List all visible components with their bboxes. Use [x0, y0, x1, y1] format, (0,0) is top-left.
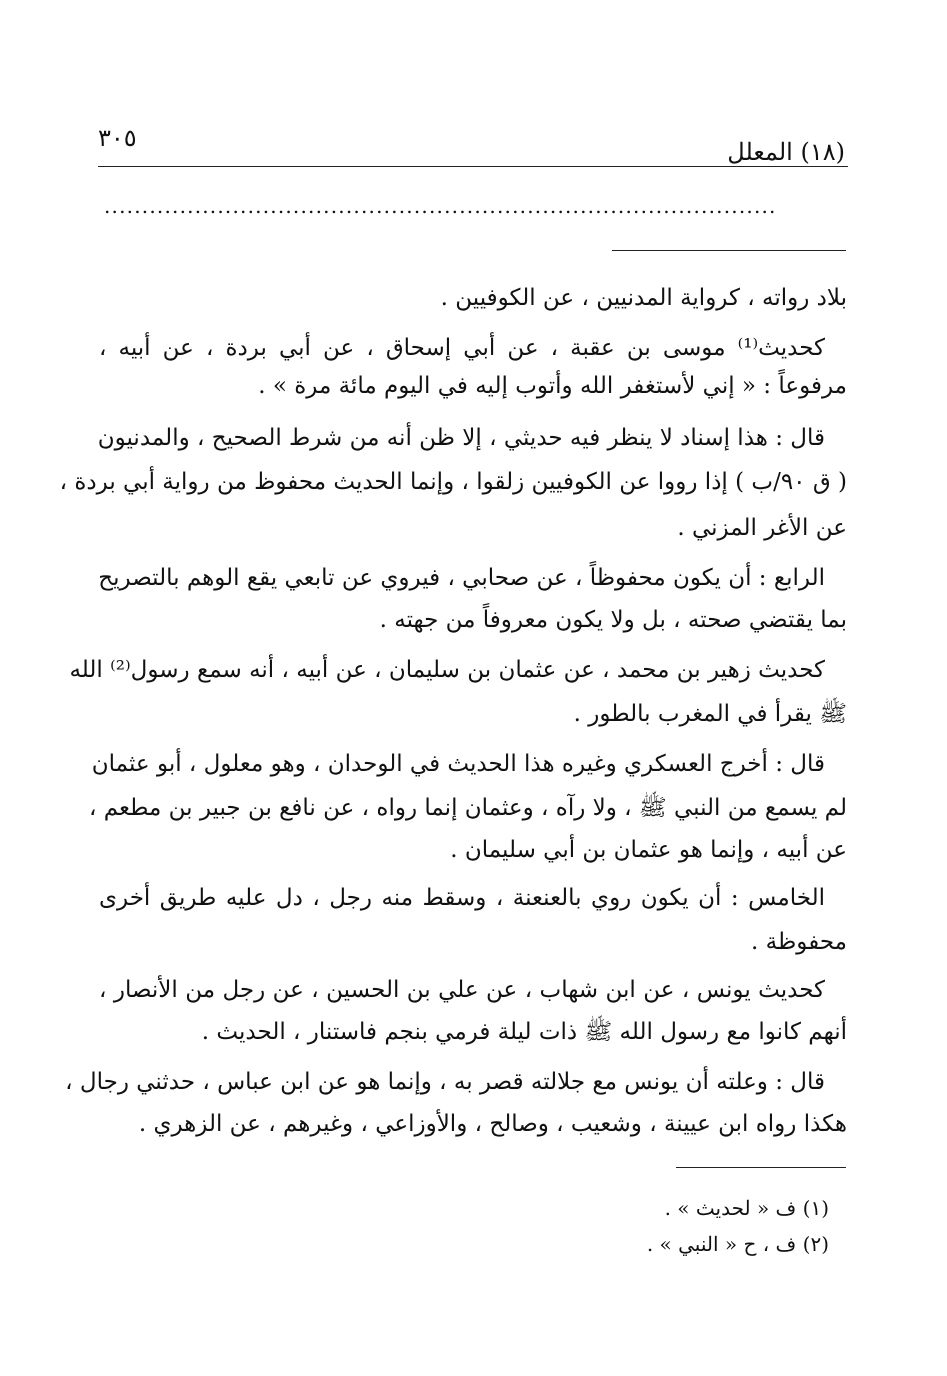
- header-rule: [98, 166, 848, 167]
- section-rule: [612, 250, 846, 251]
- page-number: ٣٠٥: [98, 124, 137, 152]
- text-line: قال : وعلته أن يونس مع جلالته قصر به ، وإنما هو عن ابن عباس ، حدثني رجال ،: [65, 1069, 825, 1095]
- footnote-rule: [676, 1167, 846, 1168]
- text-line: قال : هذا إسناد لا ينظر فيه حديثي ، إلا ظن أنه من شرط الصحيح ، والمدنيون: [97, 425, 825, 451]
- text-line: ( ق ٩٠/ب ) إذا رووا عن الكوفيين زلقوا ، وإنما الحديث محفوظ من رواية أبي بردة ،: [59, 469, 847, 495]
- footnote: (١) ف « لحديث » .: [664, 1196, 829, 1220]
- text-line: محفوظة .: [751, 929, 847, 955]
- text-line: كحديث⁽¹⁾ موسى بن عقبة ، عن أبي إسحاق ، عن أبي بردة ، عن أبيه ،: [99, 335, 825, 361]
- text-line: هكذا رواه ابن عيينة ، وشعيب ، وصالح ، والأوزاعي ، وغيرهم ، عن الزهري .: [138, 1111, 847, 1137]
- text-line: أنهم كانوا مع رسول الله ﷺ ذات ليلة فرمي بنجم فاستنار ، الحديث .: [201, 1019, 847, 1045]
- text-line: الرابع : أن يكون محفوظاً ، عن صحابي ، فيروي عن تابعي يقع الوهم بالتصريح: [98, 565, 825, 591]
- text-line: عن الأغر المزني .: [677, 515, 847, 541]
- text-line: بلاد رواته ، كرواية المدنيين ، عن الكوفيين .: [440, 285, 847, 311]
- text-line: بما يقتضي صحته ، بل ولا يكون معروفاً من جهته .: [379, 607, 847, 633]
- chapter-title: (١٨) المعلل: [727, 138, 845, 166]
- text-line: قال : أخرج العسكري وغيره هذا الحديث في الوحدان ، وهو معلول ، أبو عثمان: [91, 751, 825, 777]
- dotted-separator: .........................................................................................: [104, 194, 777, 218]
- text-line: كحديث زهير بن محمد ، عن عثمان بن سليمان ، عن أبيه ، أنه سمع رسول⁽²⁾ الله: [69, 657, 825, 683]
- text-line: لم يسمع من النبي ﷺ ، ولا رآه ، وعثمان إنما رواه ، عن نافع بن جبير بن مطعم ،: [88, 795, 847, 821]
- text-line: الخامس : أن يكون روي بالعنعنة ، وسقط منه رجل ، دل عليه طريق أخرى: [99, 885, 825, 911]
- text-line: مرفوعاً : « إني لأستغفر الله وأتوب إليه في اليوم مائة مرة » .: [258, 373, 847, 399]
- text-line: عن أبيه ، وإنما هو عثمان بن أبي سليمان .: [450, 837, 847, 863]
- text-line: ﷺ يقرأ في المغرب بالطور .: [573, 701, 847, 727]
- footnote: (٢) ف ، ح « النبي » .: [646, 1232, 829, 1256]
- text-line: كحديث يونس ، عن ابن شهاب ، عن علي بن الحسين ، عن رجل من الأنصار ،: [99, 977, 825, 1003]
